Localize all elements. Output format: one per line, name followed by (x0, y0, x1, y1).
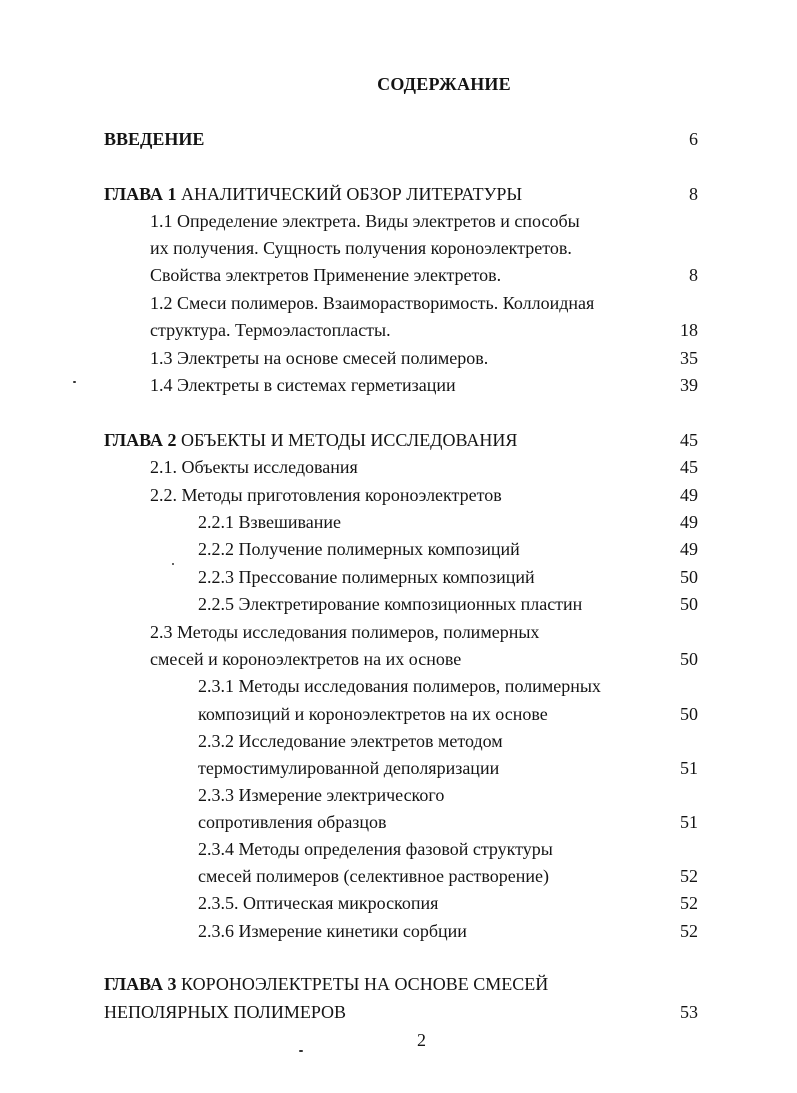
toc-chapter-3-prefix: ГЛАВА 3 (104, 974, 177, 994)
toc-entry-2-3-4-page: 52 (680, 866, 698, 886)
toc-entry-1-2-page: 18 (680, 320, 698, 340)
toc-entry-2-2-2: 2.2.2 Получение полимерных композиций (198, 539, 520, 559)
toc-chapter-2-prefix: ГЛАВА 2 (104, 430, 177, 450)
toc-entry-2-3-1-line-1: 2.3.1 Методы исследования полимеров, полимерных (198, 676, 601, 696)
toc-entry-2-3-3-line-2: сопротивления образцов (198, 812, 387, 832)
toc-chapter-1-page: 8 (689, 184, 698, 204)
toc-entry-2-3-2-line-2: термостимулированной деполяризации (198, 758, 500, 778)
toc-entry-1-1-line-2: их получения. Сущность получения короноэлектретов. (150, 238, 572, 258)
scan-speck (299, 1050, 303, 1052)
toc-entry-2-3-3-page: 51 (680, 812, 698, 832)
toc-entry-1-1-line-1: 1.1 Определение электрета. Виды электретов и способы (150, 211, 580, 231)
toc-entry-1-1-line-3: Свойства электретов Применение электретов. (150, 265, 502, 285)
scan-speck (172, 563, 174, 565)
toc-chapter-1-prefix: ГЛАВА 1 (104, 184, 177, 204)
toc-entry-2-3-line-1: 2.3 Методы исследования полимеров, полимерных (150, 622, 540, 642)
page-number: 2 (417, 1030, 426, 1050)
toc-entry-2-2-3-page: 50 (680, 567, 698, 587)
toc-entry-2-3-1-line-2: композиций и короноэлектретов на их основе (198, 704, 548, 724)
toc-chapter-1 (104, 183, 522, 205)
toc-entry-2-2-5: 2.2.5 Электретирование композиционных пластин (198, 594, 583, 614)
toc-entry-2-3-5-page: 52 (680, 893, 698, 913)
toc-entry-2-3-1-page: 50 (680, 704, 698, 724)
toc-chapter-3-line-1 (104, 973, 548, 995)
toc-entry-2-3-4-line-2: смесей полимеров (селективное растворение) (198, 866, 550, 886)
toc-entry-1-3: 1.3 Электреты на основе смесей полимеров. (150, 348, 489, 368)
toc-entry-2-3-6: 2.3.6 Измерение кинетики сорбции (198, 921, 467, 941)
toc-entry-2-3-page: 50 (680, 649, 698, 669)
toc-chapter-2 (104, 429, 517, 451)
toc-chapter-2-title: ОБЪЕКТЫ И МЕТОДЫ ИССЛЕДОВАНИЯ (176, 430, 518, 450)
toc-chapter-3-line-2: НЕПОЛЯРНЫХ ПОЛИМЕРОВ (104, 1002, 347, 1022)
toc-entry-2-3-5: 2.3.5. Оптическая микроскопия (198, 893, 439, 913)
toc-chapter-1-title: АНАЛИТИЧЕСКИЙ ОБЗОР ЛИТЕРАТУРЫ (176, 184, 523, 204)
toc-entry-1-2-line-1: 1.2 Смеси полимеров. Взаиморастворимость. Коллоидная (150, 293, 595, 313)
toc-entry-2-3-6-page: 52 (680, 921, 698, 941)
toc-entry-2-3-4-line-1: 2.3.4 Методы определения фазовой структуры (198, 839, 553, 859)
toc-entry-2-1-page: 45 (680, 457, 698, 477)
toc-entry-2-3-line-2: смесей и короноэлектретов на их основе (150, 649, 462, 669)
toc-chapter-3-title: КОРОНОЭЛЕКТРЕТЫ НА ОСНОВЕ СМЕСЕЙ (176, 974, 549, 994)
toc-chapter-2-page: 45 (680, 430, 698, 450)
page-title: СОДЕРЖАНИЕ (377, 74, 511, 94)
toc-entry-2-2-1-page: 49 (680, 512, 698, 532)
toc-chapter-3-page: 53 (680, 1002, 698, 1022)
toc-entry-1-4-page: 39 (680, 375, 698, 395)
toc-entry-1-1-page: 8 (689, 265, 698, 285)
toc-entry-2-3-2-line-1: 2.3.2 Исследование электретов методом (198, 731, 503, 751)
toc-intro-page: 6 (689, 129, 698, 149)
toc-entry-2-2-1: 2.2.1 Взвешивание (198, 512, 341, 532)
toc-entry-2-1: 2.1. Объекты исследования (150, 457, 358, 477)
toc-entry-1-2-line-2: структура. Термоэластопласты. (150, 320, 391, 340)
toc-entry-2-3-2-page: 51 (680, 758, 698, 778)
toc-entry-2-3-3-line-1: 2.3.3 Измерение электрического (198, 785, 445, 805)
toc-entry-2-2-3: 2.2.3 Прессование полимерных композиций (198, 567, 535, 587)
toc-intro-label: ВВЕДЕНИЕ (104, 129, 205, 149)
toc-entry-1-4: 1.4 Электреты в системах герметизации (150, 375, 456, 395)
toc-entry-1-3-page: 35 (680, 348, 698, 368)
toc-entry-2-2-2-page: 49 (680, 539, 698, 559)
toc-entry-2-2-page: 49 (680, 485, 698, 505)
scan-speck (73, 381, 76, 383)
toc-entry-2-2: 2.2. Методы приготовления короноэлектретов (150, 485, 502, 505)
toc-entry-2-2-5-page: 50 (680, 594, 698, 614)
